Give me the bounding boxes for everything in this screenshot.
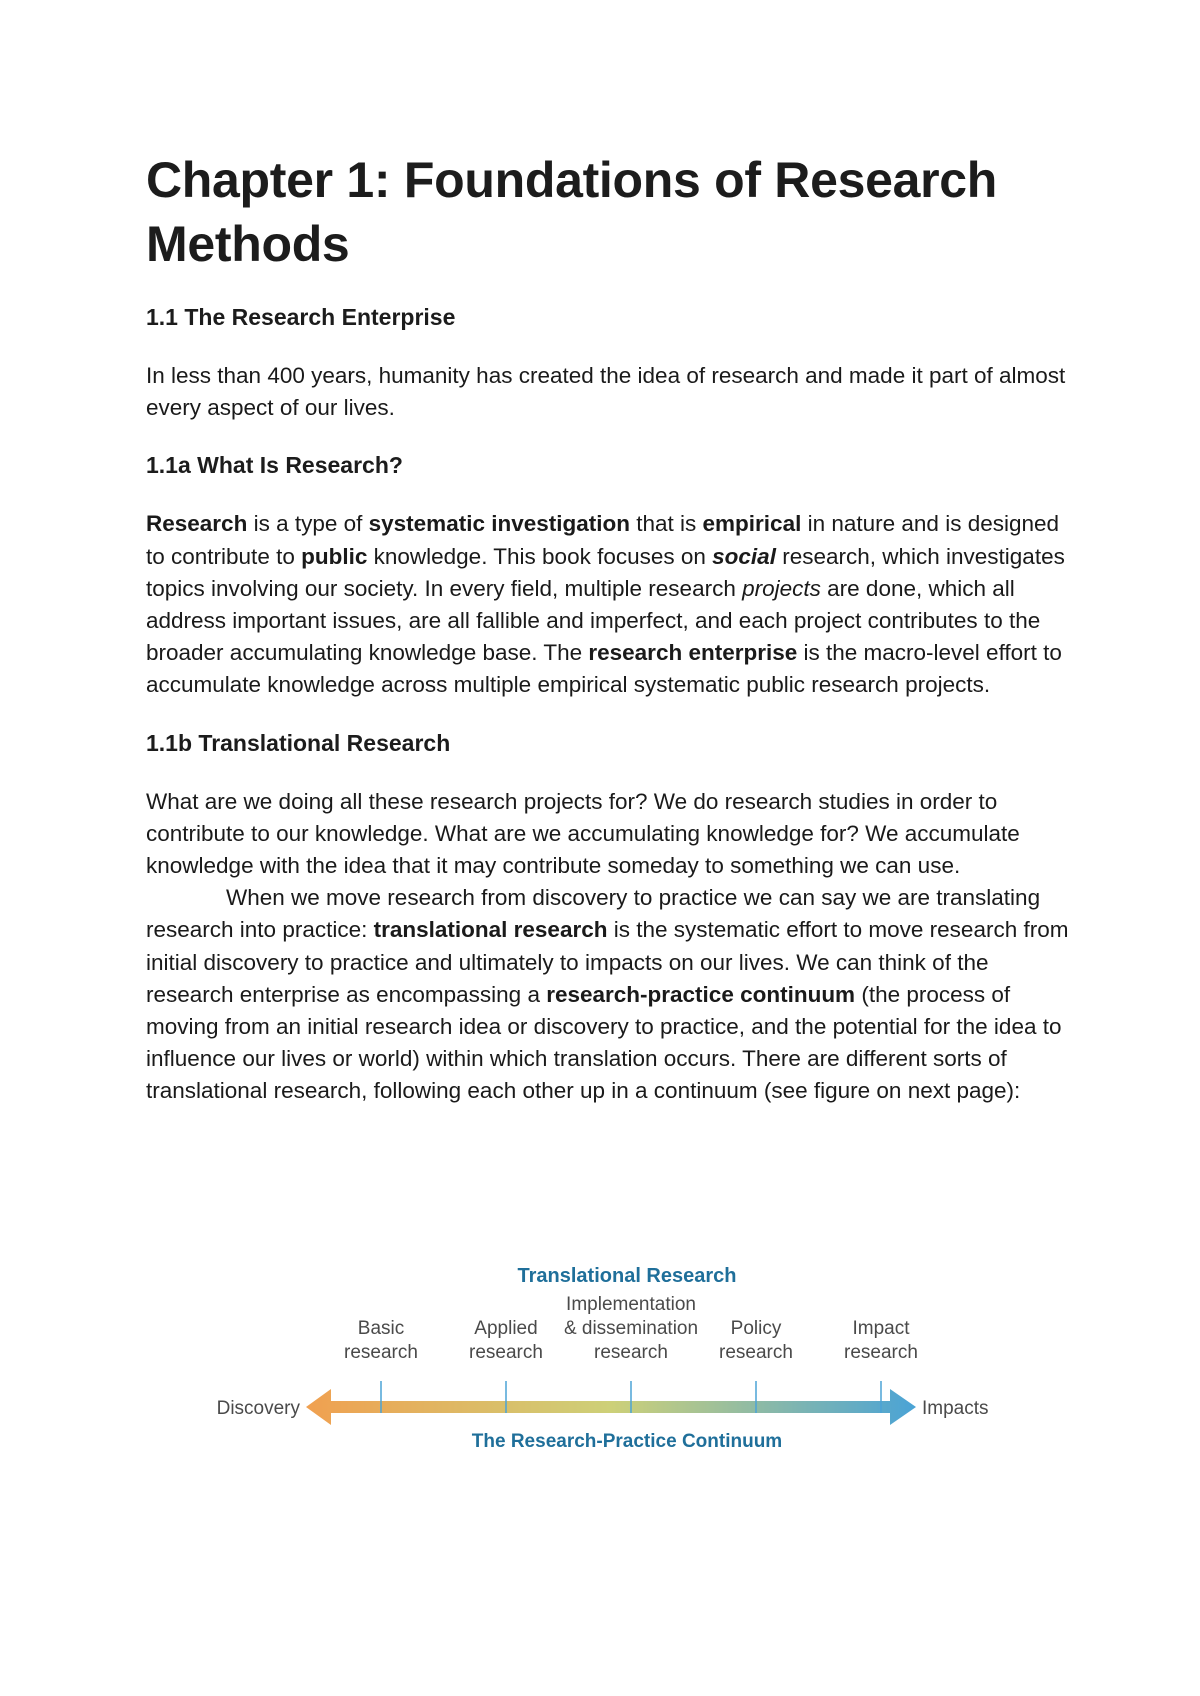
emphasized-term: translational research xyxy=(373,917,608,943)
emphasized-term: Research xyxy=(146,511,248,537)
text-run: is a type of xyxy=(247,511,369,537)
stage-labels xyxy=(344,1294,918,1363)
emphasized-term: projects xyxy=(742,575,821,601)
translational-research-figure xyxy=(200,1260,1040,1460)
text-run: knowledge. This book focuses on xyxy=(367,543,713,569)
stage-label-line: research xyxy=(844,1342,918,1363)
emphasized-term: social xyxy=(712,543,776,569)
stage-label-line: Applied xyxy=(474,1318,538,1339)
text-run: When we move research from discovery to practice we can say we are translating research into practice: xyxy=(146,885,1041,943)
stage-label-line: research xyxy=(594,1342,668,1363)
stage-label-line: Impact xyxy=(852,1318,910,1339)
text-run: (the process of moving from an initial research idea or discovery to practice, and the potential for the idea to influence our lives or world) within which translation occurs. There are different sorts of translational research, following each other up in a continuum (see figure on next page): xyxy=(146,981,1062,1104)
text-run: in nature and is designed to contribute to xyxy=(146,511,1060,569)
chapter-title: Chapter 1: Foundations of Research Methods xyxy=(146,152,998,272)
text-run: are done, which all address important issues, are all fallible and imperfect, and each project contributes to the broader accumulating knowledge base. The xyxy=(146,575,1041,666)
section-1-1b-paragraph-1: What are we doing all these research projects for? We do research studies in order to contribute to our knowledge. What are we accumulating knowledge for? We accumulate knowledge with the idea that it may contribute someday to something we can use. xyxy=(146,788,1020,879)
section-1-1a-paragraph xyxy=(146,508,1076,701)
stage-label-line: research xyxy=(344,1342,418,1363)
page-content xyxy=(146,148,1076,1108)
text-run: is the macro-level effort to accumulate knowledge across multiple empirical systematic public research projects. xyxy=(146,640,1062,698)
section-heading-1-1b: 1.1b Translational Research xyxy=(146,729,451,756)
section-heading-1-1a: 1.1a What Is Research? xyxy=(146,452,403,479)
continuum-arrow xyxy=(306,1389,916,1425)
emphasized-term: systematic investigation xyxy=(368,511,630,537)
figure-subtitle: The Research-Practice Continuum xyxy=(471,1431,783,1452)
text-run: research, which investigates topics involving our society. In every field, multiple research xyxy=(146,543,1065,601)
section-1-1b-paragraph-2 xyxy=(146,882,1076,1107)
section-1-1-intro: In less than 400 years, humanity has created the idea of research and made it part of almost every aspect of our lives. xyxy=(146,363,1066,421)
section-heading-1-1: 1.1 The Research Enterprise xyxy=(146,304,456,330)
emphasized-term: research-practice continuum xyxy=(546,981,856,1007)
text-run: is the systematic effort to move research from initial discovery to practice and ultimately to impacts on our lives. We can think of the research enterprise as encompassing a xyxy=(146,917,1069,1007)
stage-label-line: Implementation xyxy=(566,1294,696,1315)
emphasized-term: empirical xyxy=(702,511,802,537)
continuum-diagram xyxy=(200,1260,1040,1460)
stage-label-line: Policy xyxy=(730,1318,782,1339)
stage-label-line: research xyxy=(469,1342,543,1363)
stage-label-line: research xyxy=(719,1342,793,1363)
emphasized-term: public xyxy=(301,543,368,569)
stage-label-line: & dissemination xyxy=(563,1318,699,1339)
text-run: that is xyxy=(629,511,703,537)
impacts-label: Impacts xyxy=(922,1398,989,1419)
figure-title: Translational Research xyxy=(517,1265,737,1287)
discovery-label: Discovery xyxy=(216,1398,300,1419)
stage-label-line: Basic xyxy=(357,1318,405,1339)
emphasized-term: research enterprise xyxy=(588,640,798,666)
